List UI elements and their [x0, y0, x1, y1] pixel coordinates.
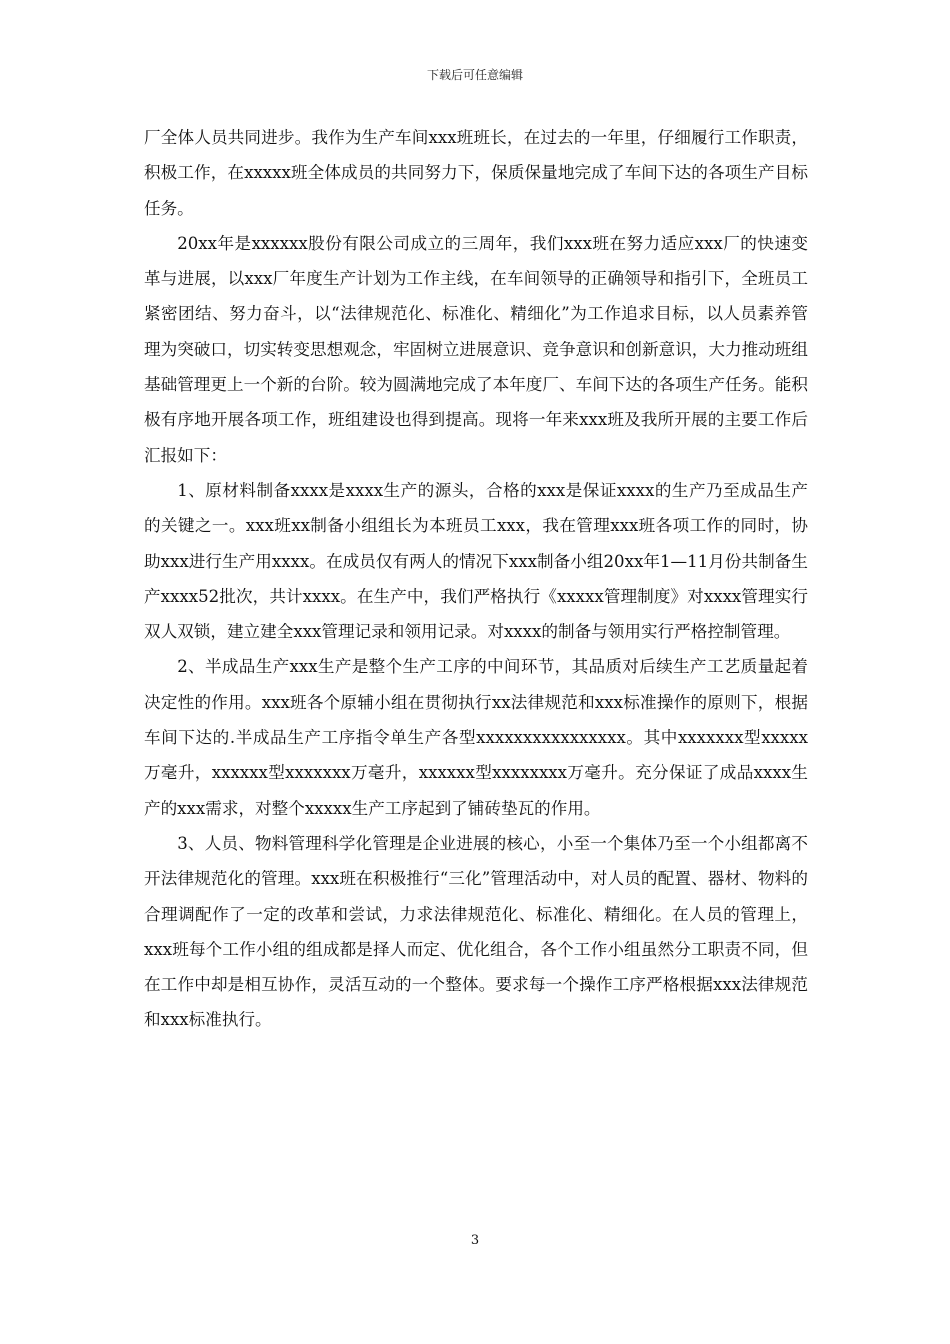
document-body	[144, 120, 808, 1038]
paragraph-2: 20xx年是xxxxxx股份有限公司成立的三周年，我们xxx班在努力适应xxx厂的快速变革与进展，以xxx厂年度生产计划为工作主线，在车间领导的正确领导和指引下，全班员工紧密团结、努力奋斗，以“法律规范化、标准化、精细化”为工作追求目标，以人员素养管理为突破口，切实转变思想观念，牢固树立进展意识、竞争意识和创新意识，大力推动班组基础管理更上一个新的台阶。较为圆满地完成了本年度厂、车间下达的各项生产任务。能积极有序地开展各项工作，班组建设也得到提高。现将一年来xxx班及我所开展的主要工作后汇报如下：	[144, 233, 808, 465]
paragraph-1: 厂全体人员共同进步。我作为生产车间xxx班班长，在过去的一年里，仔细履行工作职责，积极工作，在xxxxx班全体成员的共同努力下，保质保量地完成了车间下达的各项生产目标任务。	[144, 128, 808, 218]
paragraph-3: 1、原材料制备xxxx是xxxx生产的源头，合格的xxx是保证xxxx的生产乃至成品生产的关键之一。xxx班xx制备小组组长为本班员工xxx，我在管理xxx班各项工作的同时，协助xxx进行生产用xxxx。在成员仅有两人的情况下xxx制备小组20xx年1—11月份共制备生产xxxx52批次，共计xxxx。在生产中，我们严格执行《xxxxx管理制度》对xxxx管理实行双人双锁，建立建全xxx管理记录和领用记录。对xxxx的制备与领用实行严格控制管理。	[144, 480, 808, 642]
page-header: 下载后可任意编辑	[426, 68, 523, 82]
page-number: 3	[470, 1233, 480, 1248]
paragraph-5: 3、人员、物料管理科学化管理是企业进展的核心，小至一个集体乃至一个小组都离不开法律规范化的管理。xxx班在积极推行“三化”管理活动中，对人员的配置、器材、物料的合理调配作了一定的改革和尝试，力求法律规范化、标准化、精细化。在人员的管理上，xxx班每个工作小组的组成都是择人而定、优化组合，各个工作小组虽然分工职责不同，但在工作中却是相互协作，灵活互动的一个整体。要求每一个操作工序严格根据xxx法律规范和xxx标准执行。	[144, 833, 808, 1030]
paragraph-4: 2、半成品生产xxx生产是整个生产工序的中间环节，其品质对后续生产工艺质量起着决定性的作用。xxx班各个原辅小组在贯彻执行xx法律规范和xxx标准操作的原则下，根据车间下达的.半成品生产工序指令单生产各型xxxxxxxxxxxxxxxx。其中xxxxxxx型xxxxx万毫升，xxxxxx型xxxxxxx万毫升，xxxxxx型xxxxxxxx万毫升。充分保证了成品xxxx生产的xxx需求，对整个xxxxx生产工序起到了铺砖垫瓦的作用。	[144, 657, 808, 818]
